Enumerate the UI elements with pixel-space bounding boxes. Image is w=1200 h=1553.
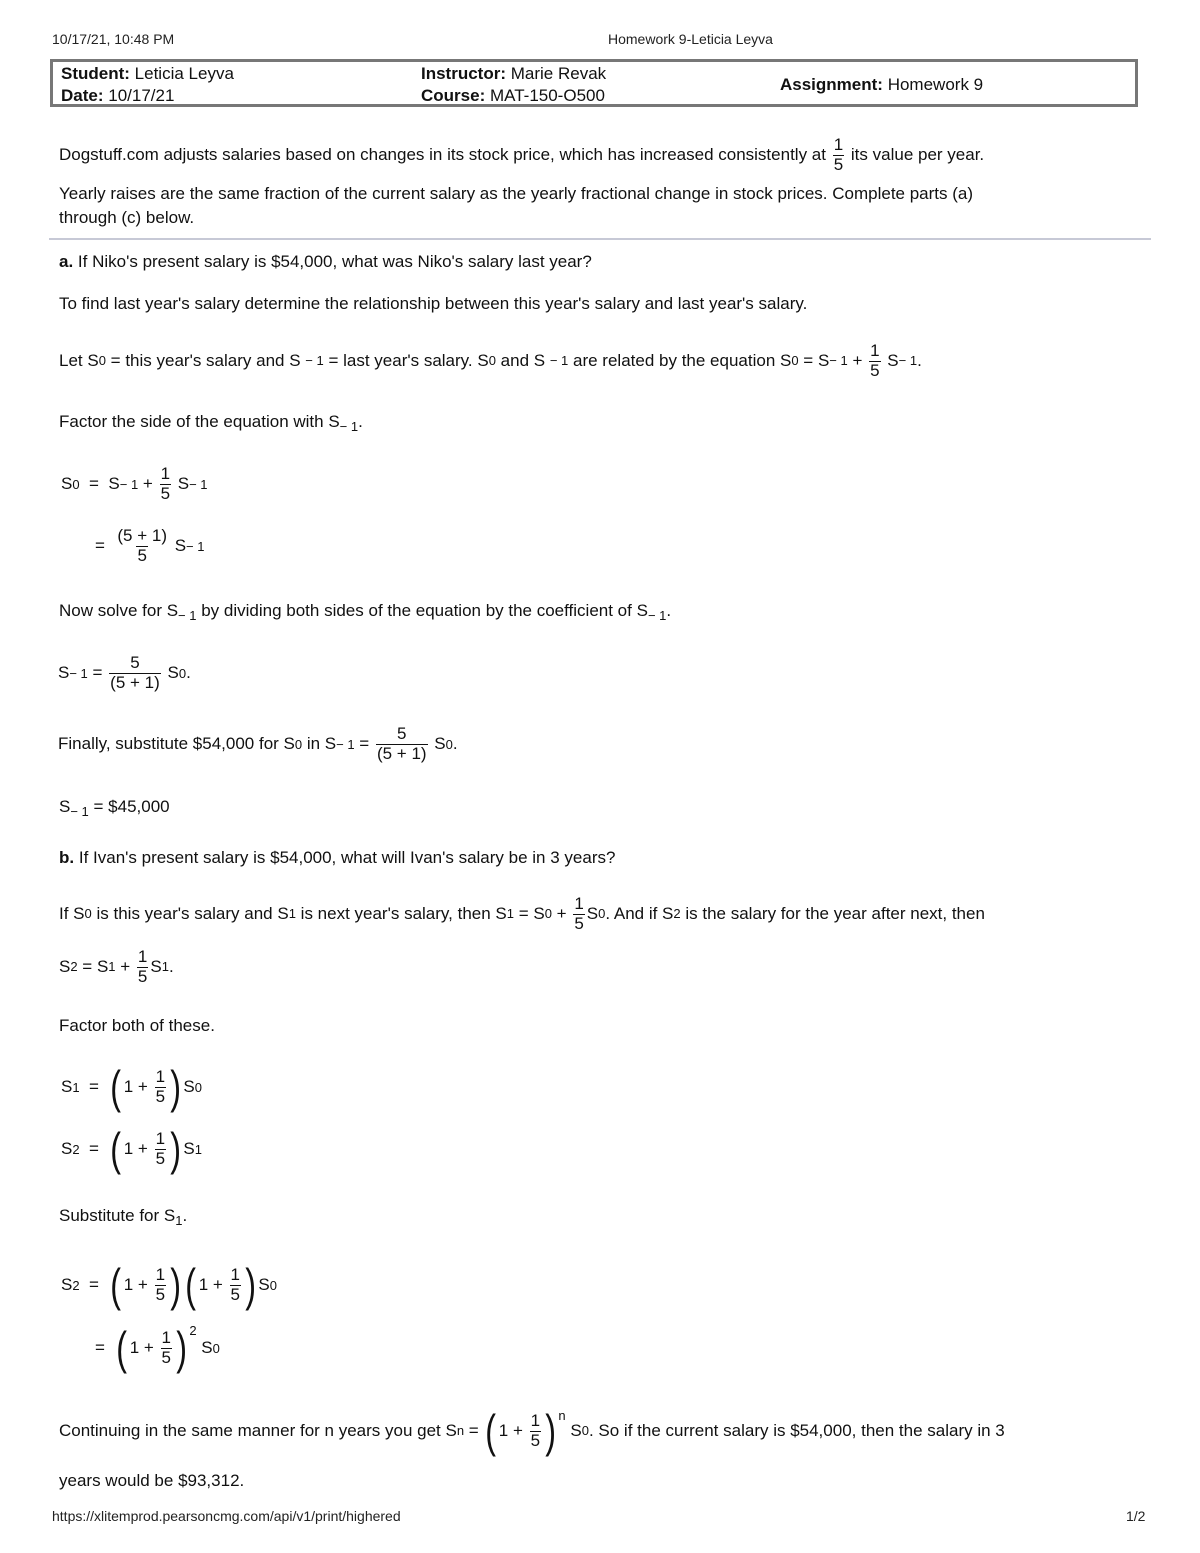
part-b-relationship-2: S 2 = S 1 + $\frac{1}{5}$ S 1 . [59,947,174,986]
student-cell: Student: Leticia Leyva [61,64,234,83]
course-value: MAT-150-O500 [489,86,605,105]
print-datetime: 10/17/21, 10:48 PM [52,31,175,47]
section-divider [49,238,1151,240]
part-b-question: b. If Ivan's present salary is $54,000, what will Ivan's salary be in 3 years? [59,848,616,867]
part-b-conclusion: years would be $93,312. [59,1471,245,1490]
equation-s1: S 1 = ( 1 + $\frac{1}{5}$ ) S 0 [61,1061,202,1113]
problem-line-3: through (c) below. [59,208,195,227]
part-b-relationship-1: If S 0 is this year's salary and S 1 is next year's salary, then S 1 = S 0 + $\frac{1}{5}$ S 0 . And if S 2 is the salary for the year after next, then [59,894,985,933]
part-a-question: a. If Niko's present salary is $54,000, what was Niko's salary last year? [59,252,592,271]
part-b-factor-both: Factor both of these. [59,1016,215,1035]
date-cell: Date: 10/17/21 [61,86,175,105]
date-value: 10/17/21 [108,86,175,105]
equation-s2: S 2 = ( 1 + $\frac{1}{5}$ ) S 1 [61,1123,202,1175]
part-a-factor: Factor the side of the equation with $S_{- 1}$. [59,412,363,434]
assignment-value: Homework 9 [887,75,984,94]
part-a-finally: Finally, substitute $54,000 for S 0 in S − 1 = $\frac{5}{(5 + 1)}$ S 0 . [58,724,458,763]
course-cell: Course: MAT-150-O500 [421,86,605,105]
part-a-answer: $S_{- 1}$ = $45,000 [59,797,170,819]
assignment-info-box [50,59,1138,107]
equation-factor-2: = $\frac{(5 + 1)}{5}$ S − 1 [95,526,205,565]
part-b-continuing: Continuing in the same manner for n years you get S n = ( 1 + $\frac{1}{5}$ ) $^n$ S $_0$ . So if the current salary is $54,000, then the salary in 3 [59,1405,1005,1457]
equation-s2-expanded: S 2 = ( 1 + $\frac{1}{5}$ ) ( 1 + $\frac{1}{5}$ ) S 0 [61,1259,277,1311]
equation-factor-1: S 0 = S − 1 + $\frac{1}{5}$ S − 1 [61,464,208,503]
student-name: Leticia Leyva [134,64,234,83]
instructor-name: Marie Revak [510,64,607,83]
problem-line-2: Yearly raises are the same fraction of the current salary as the yearly fractional change in stock prices. Complete parts (a) [59,184,974,203]
part-b-substitute: Substitute for $S_1$. [59,1206,188,1228]
equation-s2-squared: = ( 1 + $\frac{1}{5}$ ) $^2$ S 0 [95,1322,220,1374]
part-a-relationship: Let S 0 = this year's salary and S − 1 = last year's salary. S 0 and S − 1 are related by the equation S 0 = S − 1 + $\frac{1}{5}$ S − 1 . [59,341,922,380]
part-a-solve: Now solve for $S_{- 1}$ by dividing both sides of the equation by the coefficient of $S_{- 1}$. [59,601,672,623]
instructor-cell: Instructor: Marie Revak [421,64,607,83]
page-number: 1/2 [1126,1508,1146,1524]
assignment-cell: Assignment: Homework 9 [780,75,984,94]
problem-line-1: Dogstuff.com adjusts salaries based on changes in its stock price, which has increased consistently at $\frac{1}{5}$ its value per year. [59,135,985,174]
print-url: https://xlitemprod.pearsoncmg.com/api/v1/print/highered [52,1508,401,1524]
equation-solve: S − 1 = $\frac{5}{(5 + 1)}$ S 0 . [58,653,191,692]
print-title: Homework 9-Leticia Leyva [608,31,773,47]
part-a-step1: To find last year's salary determine the relationship between this year's salary and last year's salary. [59,294,808,313]
